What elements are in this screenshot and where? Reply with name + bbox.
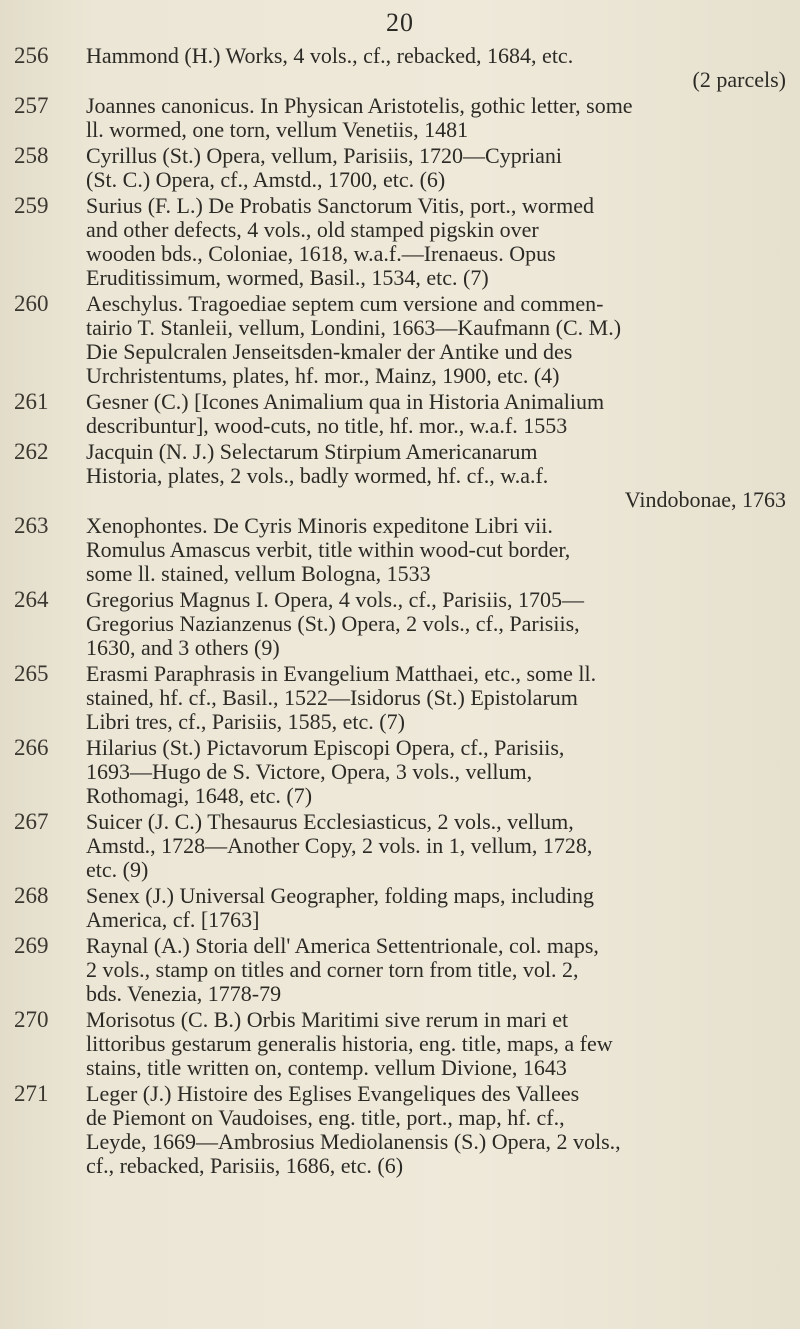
lot-entry bbox=[14, 94, 786, 142]
description-line: wooden bds., Coloniae, 1618, w.a.f.—Irenaeus. Opus bbox=[86, 241, 556, 266]
description-line: and other defects, 4 vols., old stamped pigskin over bbox=[86, 217, 539, 242]
description-line: some ll. stained, vellum Bologna, 1533 bbox=[86, 561, 431, 586]
description-line: Die Sepulcralen Jenseitsden-kmaler der Antike und des bbox=[86, 339, 573, 364]
description-line: cf., rebacked, Parisiis, 1686, etc. (6) bbox=[86, 1153, 404, 1178]
lot-number: 268 bbox=[14, 883, 49, 908]
description-line: (St. C.) Opera, cf., Amstd., 1700, etc. (6) bbox=[86, 167, 446, 192]
lot-entry bbox=[14, 736, 786, 808]
lot-entry bbox=[14, 44, 786, 92]
lot-description bbox=[86, 588, 786, 660]
lot-number: 262 bbox=[14, 439, 49, 464]
description-line: Hilarius (St.) Pictavorum Episcopi Opera, cf., Parisiis, bbox=[86, 735, 565, 760]
lot-entry bbox=[14, 810, 786, 882]
lot-description bbox=[86, 1082, 786, 1178]
description-line: Amstd., 1728—Another Copy, 2 vols. in 1, vellum, 1728, bbox=[86, 833, 593, 858]
description-line: Aeschylus. Tragoediae septem cum versione and commen- bbox=[86, 291, 604, 316]
lot-entry bbox=[14, 884, 786, 932]
description-line: Raynal (A.) Storia dell' America Settentrionale, col. maps, bbox=[86, 933, 599, 958]
description-line: Historia, plates, 2 vols., badly wormed, hf. cf., w.a.f. bbox=[86, 463, 549, 488]
page-number: 20 bbox=[386, 8, 414, 37]
lot-entry bbox=[14, 1008, 786, 1080]
lot-description bbox=[86, 94, 786, 142]
lot-number: 257 bbox=[14, 93, 49, 118]
lot-entry bbox=[14, 934, 786, 1006]
description-line: Xenophontes. De Cyris Minoris expeditone Libri vii. bbox=[86, 513, 553, 538]
lot-description bbox=[86, 44, 786, 92]
lot-description bbox=[86, 292, 786, 388]
lot-list bbox=[14, 44, 786, 1180]
description-line: Urchristentums, plates, hf. mor., Mainz, 1900, etc. (4) bbox=[86, 363, 560, 388]
lot-entry bbox=[14, 588, 786, 660]
description-line: bds. Venezia, 1778-79 bbox=[86, 981, 282, 1006]
lot-description bbox=[86, 884, 786, 932]
lot-number: 264 bbox=[14, 587, 49, 612]
lot-description bbox=[86, 810, 786, 882]
lot-number: 265 bbox=[14, 661, 49, 686]
description-line: Jacquin (N. J.) Selectarum Stirpium Americanarum bbox=[86, 439, 538, 464]
description-line: Gesner (C.) [Icones Animalium qua in Historia Animalium bbox=[86, 389, 605, 414]
lot-description bbox=[86, 514, 786, 586]
description-line: Vindobonae, 1763 bbox=[624, 487, 786, 512]
description-line: 1630, and 3 others (9) bbox=[86, 635, 280, 660]
lot-description bbox=[86, 390, 786, 438]
description-line: (2 parcels) bbox=[692, 67, 786, 92]
lot-entry bbox=[14, 144, 786, 192]
lot-description bbox=[86, 934, 786, 1006]
description-line: etc. (9) bbox=[86, 857, 149, 882]
lot-number: 261 bbox=[14, 389, 49, 414]
lot-description bbox=[86, 144, 786, 192]
lot-entry bbox=[14, 514, 786, 586]
lot-number: 267 bbox=[14, 809, 49, 834]
description-line: Surius (F. L.) De Probatis Sanctorum Vitis, port., wormed bbox=[86, 193, 594, 218]
description-line: Leger (J.) Histoire des Eglises Evangeliques des Vallees bbox=[86, 1081, 580, 1106]
description-line: de Piemont on Vaudoises, eng. title, port., map, hf. cf., bbox=[86, 1105, 565, 1130]
description-line: Erasmi Paraphrasis in Evangelium Matthaei, etc., some ll. bbox=[86, 661, 597, 686]
lot-number: 258 bbox=[14, 143, 49, 168]
lot-description bbox=[86, 440, 786, 512]
description-line: Libri tres, cf., Parisiis, 1585, etc. (7) bbox=[86, 709, 405, 734]
description-line: describuntur], wood-cuts, no title, hf. mor., w.a.f. 1553 bbox=[86, 413, 568, 438]
lot-description bbox=[86, 1008, 786, 1080]
lot-description bbox=[86, 662, 786, 734]
lot-description bbox=[86, 736, 786, 808]
lot-number: 270 bbox=[14, 1007, 49, 1032]
lot-entry bbox=[14, 440, 786, 512]
description-line: Romulus Amascus verbit, title within wood-cut border, bbox=[86, 537, 571, 562]
lot-number: 259 bbox=[14, 193, 49, 218]
description-line: 2 vols., stamp on titles and corner torn from title, vol. 2, bbox=[86, 957, 579, 982]
description-line: Senex (J.) Universal Geographer, folding maps, including bbox=[86, 883, 595, 908]
lot-number: 266 bbox=[14, 735, 49, 760]
lot-entry bbox=[14, 390, 786, 438]
description-line: stained, hf. cf., Basil., 1522—Isidorus (St.) Epistolarum bbox=[86, 685, 578, 710]
description-line: Cyrillus (St.) Opera, vellum, Parisiis, 1720—Cypriani bbox=[86, 143, 563, 168]
description-line: Gregorius Magnus I. Opera, 4 vols., cf., Parisiis, 1705— bbox=[86, 587, 584, 612]
lot-entry bbox=[14, 194, 786, 290]
description-line: littoribus gestarum generalis historia, eng. title, maps, a few bbox=[86, 1031, 613, 1056]
description-line: tairio T. Stanleii, vellum, Londini, 1663—Kaufmann (C. M.) bbox=[86, 315, 622, 340]
lot-entry bbox=[14, 1082, 786, 1178]
lot-number: 263 bbox=[14, 513, 49, 538]
description-line: stains, title written on, contemp. vellum Divione, 1643 bbox=[86, 1055, 567, 1080]
description-line: Hammond (H.) Works, 4 vols., cf., rebacked, 1684, etc. bbox=[86, 43, 574, 68]
lot-number: 260 bbox=[14, 291, 49, 316]
description-line: Gregorius Nazianzenus (St.) Opera, 2 vols., cf., Parisiis, bbox=[86, 611, 580, 636]
description-line: 1693—Hugo de S. Victore, Opera, 3 vols., vellum, bbox=[86, 759, 533, 784]
lot-number: 269 bbox=[14, 933, 49, 958]
lot-number: 271 bbox=[14, 1081, 49, 1106]
lot-entry bbox=[14, 292, 786, 388]
lot-entry bbox=[14, 662, 786, 734]
description-line: Suicer (J. C.) Thesaurus Ecclesiasticus, 2 vols., vellum, bbox=[86, 809, 574, 834]
lot-description bbox=[86, 194, 786, 290]
description-line: Morisotus (C. B.) Orbis Maritimi sive rerum in mari et bbox=[86, 1007, 569, 1032]
description-line: Leyde, 1669—Ambrosius Mediolanensis (S.) Opera, 2 vols., bbox=[86, 1129, 621, 1154]
description-line: Joannes canonicus. In Physican Aristotelis, gothic letter, some bbox=[86, 93, 633, 118]
lot-number: 256 bbox=[14, 43, 49, 68]
description-line: Eruditissimum, wormed, Basil., 1534, etc. (7) bbox=[86, 265, 489, 290]
description-line: Rothomagi, 1648, etc. (7) bbox=[86, 783, 313, 808]
description-line: America, cf. [1763] bbox=[86, 907, 260, 932]
description-line: ll. wormed, one torn, vellum Venetiis, 1481 bbox=[86, 117, 469, 142]
